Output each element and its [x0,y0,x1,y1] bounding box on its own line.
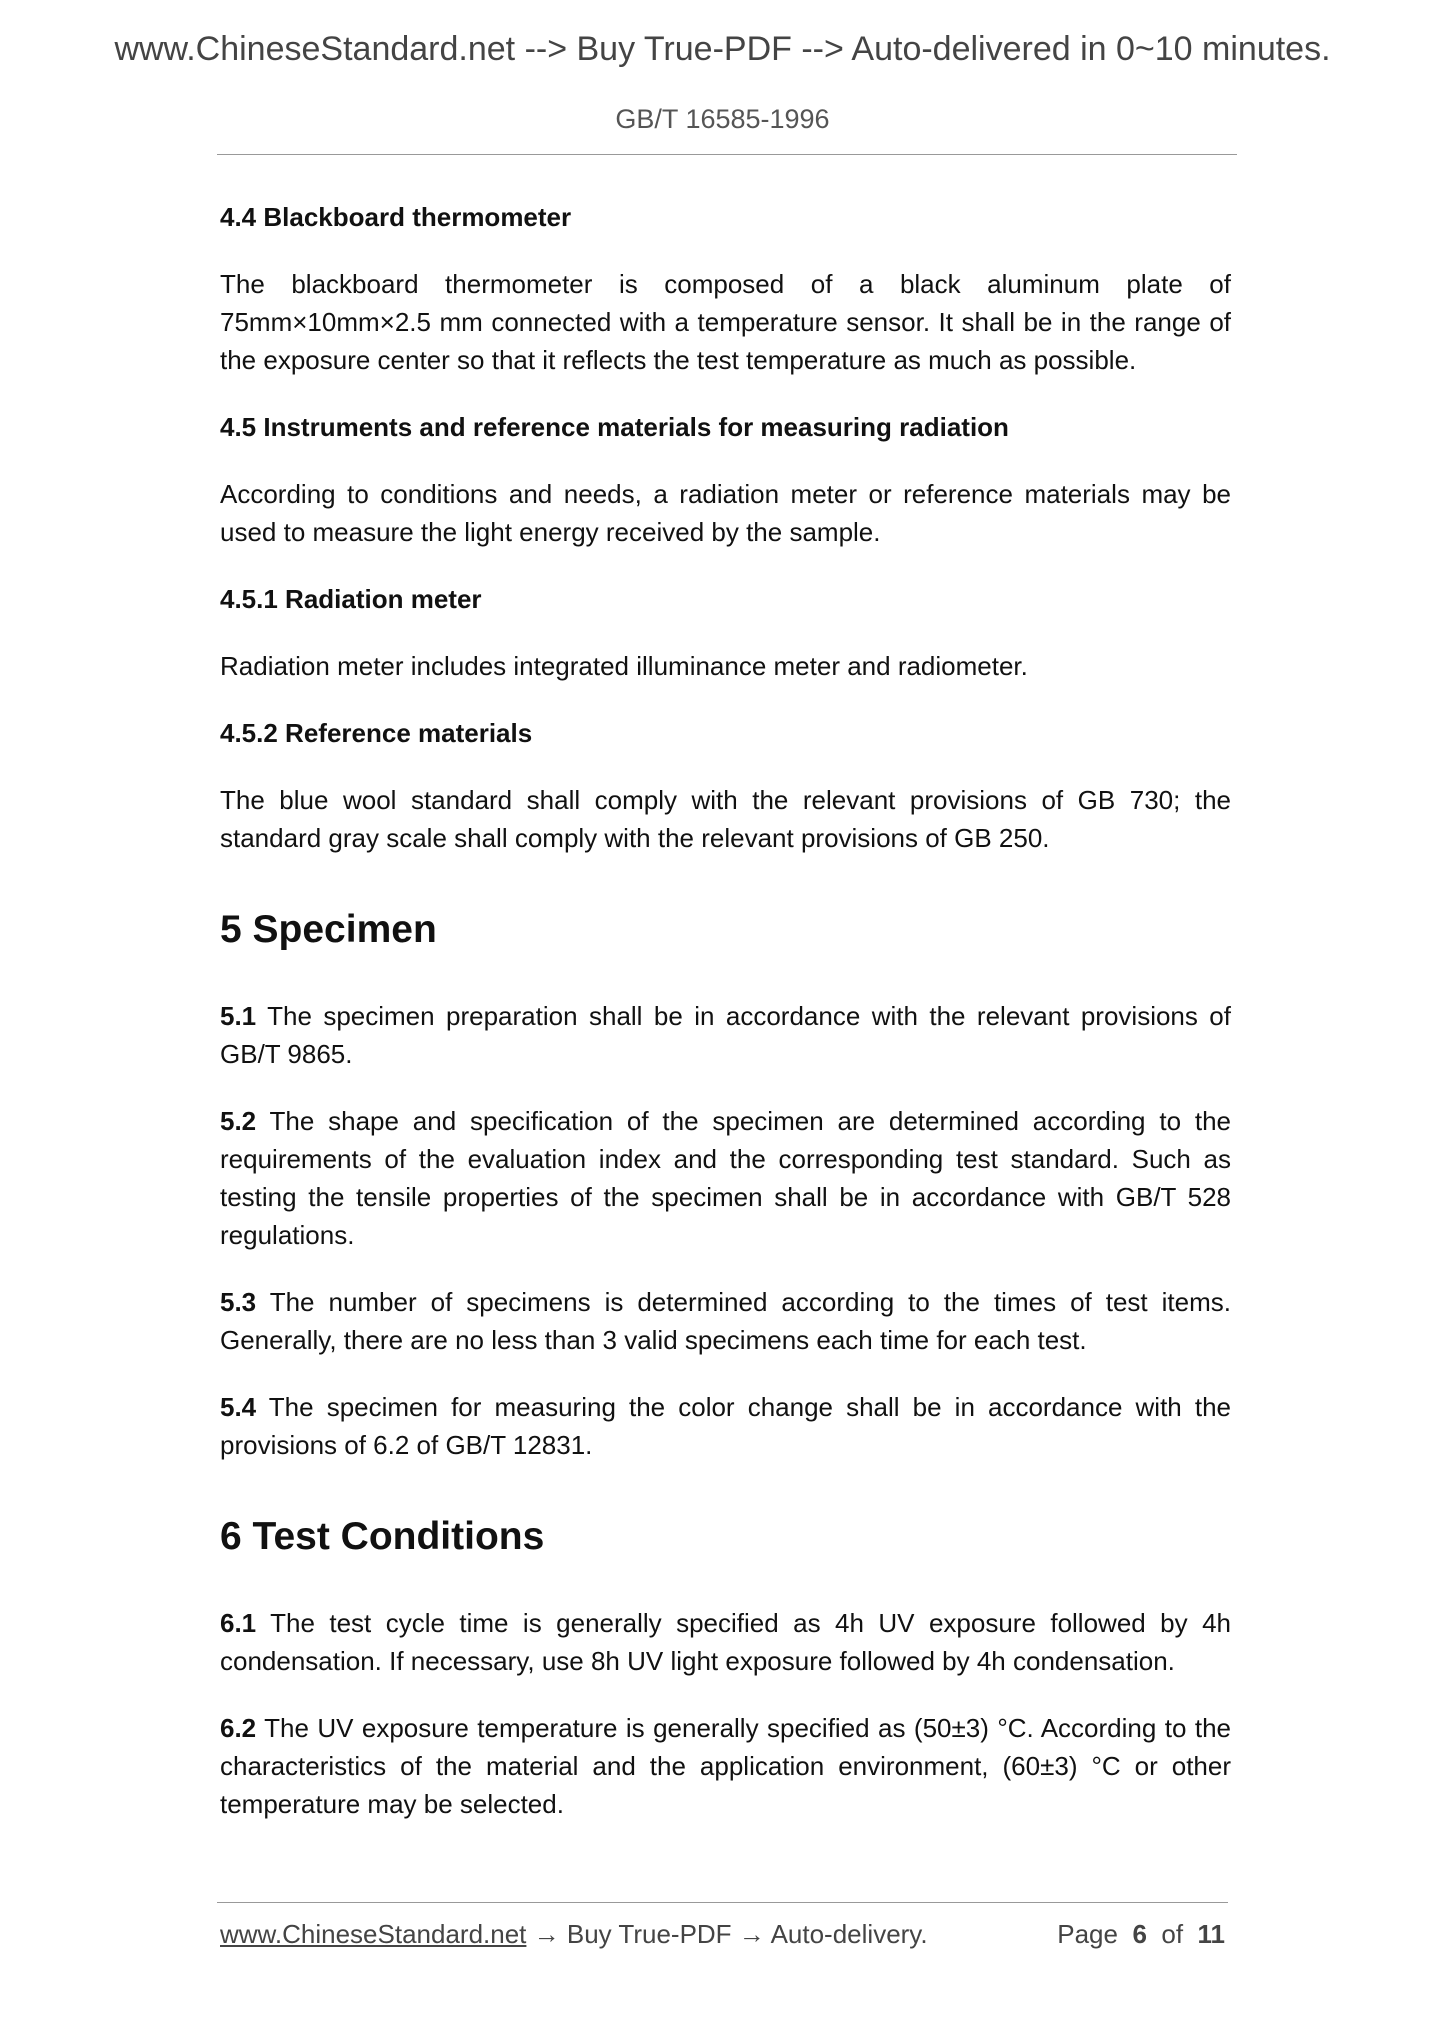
section-4-5-2-paragraph: The blue wool standard shall comply with the relevant provisions of GB 730; the standard gray scale shall comply with the relevant provisions of GB 250. [220,785,1231,853]
page-indicator [1057,1919,1225,1950]
clause-text: The UV exposure temperature is generally specified as (50±3) °C. According to the characteristics of the material and the application environment, (60±3) °C or other temperature may be selected. [220,1713,1231,1819]
section-4-5-paragraph: According to conditions and needs, a radiation meter or reference materials may be used to measure the light energy received by the sample. [220,479,1231,547]
clause-text: The number of specimens is determined according to the times of test items. Generally, there are no less than 3 valid specimens each time for each test. [220,1287,1231,1355]
header-divider [217,154,1237,155]
clause-6-1 [220,1604,1231,1680]
clause-number: 5.2 [220,1106,257,1136]
section-4-4-heading: 4.4 Blackboard thermometer [220,202,572,232]
page-label: Page [1057,1919,1118,1949]
section-4-5-1-paragraph: Radiation meter includes integrated illuminance meter and radiometer. [220,651,1028,681]
footer-left [220,1919,928,1950]
clause-number: 6.2 [220,1713,257,1743]
clause-number: 5.3 [220,1287,257,1317]
clause-5-1 [220,997,1231,1073]
clause-number: 5.1 [220,1001,257,1031]
clause-number: 5.4 [220,1392,257,1422]
page-total: 11 [1197,1919,1225,1949]
section-6-heading: 6 Test Conditions [220,1515,545,1558]
clause-5-3 [220,1283,1231,1359]
clause-5-4 [220,1388,1231,1464]
of-label: of [1161,1919,1184,1949]
clause-text: The test cycle time is generally specified as 4h UV exposure followed by 4h condensation. If necessary, use 8h UV light exposure followed by 4h condensation. [220,1608,1231,1676]
header-banner: www.ChineseStandard.net --> Buy True-PDF --> Auto-delivered in 0~10 minutes. [114,30,1331,68]
page-footer [220,1919,1225,1955]
page-body [220,198,1231,1852]
section-4-4-paragraph: The blackboard thermometer is composed of a black aluminum plate of 75mm×10mm×2.5 mm connected with a temperature sensor. It shall be in the range of the exposure center so that it reflects the test temperature as much as possible. [220,269,1231,375]
section-4-5-1-heading: 4.5.1 Radiation meter [220,584,482,614]
section-4-5-2-heading: 4.5.2 Reference materials [220,718,533,748]
section-5-heading: 5 Specimen [220,908,437,951]
clause-text: The specimen preparation shall be in accordance with the relevant provisions of GB/T 9865. [220,1001,1231,1069]
footer-website-link[interactable]: www.ChineseStandard.net [220,1919,527,1949]
section-4-5-heading: 4.5 Instruments and reference materials for measuring radiation [220,412,1009,442]
page-current: 6 [1132,1919,1147,1949]
footer-tagline: → Buy True-PDF → Auto-delivery. [526,1919,928,1949]
clause-5-2 [220,1102,1231,1254]
clause-6-2 [220,1709,1231,1823]
clause-text: The specimen for measuring the color change shall be in accordance with the provisions of 6.2 of GB/T 12831. [220,1392,1232,1460]
clause-text: The shape and specification of the specimen are determined according to the requirements of the evaluation index and the corresponding test standard. Such as testing the tensile properties of the specimen shall be in accordance with GB/T 528 regulations. [220,1106,1231,1250]
footer-divider [217,1902,1228,1903]
standard-number: GB/T 16585-1996 [615,104,830,134]
clause-number: 6.1 [220,1608,257,1638]
